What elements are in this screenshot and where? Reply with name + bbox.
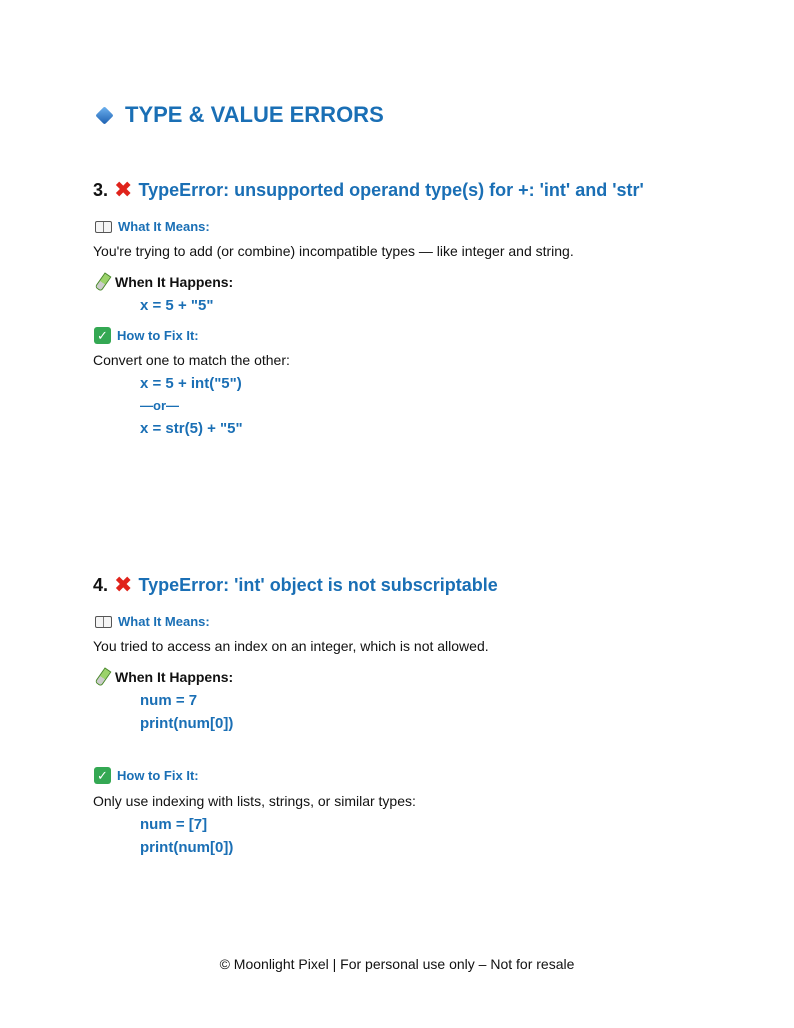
red-cross-icon: ✖ — [114, 572, 133, 597]
what-it-means-text: You're trying to add (or combine) incompatible types — like integer and string. — [93, 243, 574, 259]
section-title-text: TYPE & VALUE ERRORS — [125, 102, 384, 127]
error-3-heading — [93, 179, 644, 201]
section-title — [98, 102, 384, 128]
test-tube-icon — [95, 667, 112, 686]
error-number: 3. — [93, 179, 109, 200]
book-icon — [95, 221, 112, 233]
what-it-means-text: You tried to access an index on an integer, which is not allowed. — [93, 638, 489, 654]
error-number: 4. — [93, 574, 109, 595]
check-mark-icon: ✓ — [94, 767, 111, 784]
what-label-text: What It Means: — [118, 614, 210, 629]
fix-label-text: How to Fix It: — [117, 768, 199, 783]
check-mark-icon: ✓ — [94, 327, 111, 344]
code-line: print(num[0]) — [140, 715, 234, 732]
when-label-text: When It Happens: — [115, 274, 234, 290]
fix-label-text: How to Fix It: — [117, 328, 199, 343]
when-it-happens-label — [95, 668, 233, 686]
how-to-fix-text: Only use indexing with lists, strings, or similar types: — [93, 793, 416, 809]
blue-diamond-icon — [95, 106, 113, 124]
code-line: x = 5 + "5" — [140, 297, 214, 314]
how-to-fix-label — [94, 767, 199, 784]
red-cross-icon: ✖ — [114, 177, 133, 202]
how-to-fix-label — [94, 327, 199, 344]
test-tube-icon — [95, 272, 112, 291]
code-separator: —or— — [140, 398, 179, 413]
code-line: num = [7] — [140, 816, 208, 833]
error-title: TypeError: 'int' object is not subscriptable — [138, 574, 498, 595]
when-it-happens-label — [95, 273, 233, 291]
code-line: num = 7 — [140, 692, 198, 709]
code-line: x = 5 + int("5") — [140, 375, 242, 392]
when-label-text: When It Happens: — [115, 669, 234, 685]
code-line: print(num[0]) — [140, 839, 234, 856]
error-4-heading — [93, 574, 498, 596]
what-it-means-label — [95, 219, 210, 234]
footer-copyright: © Moonlight Pixel | For personal use only – Not for resale — [219, 956, 575, 972]
book-icon — [95, 616, 112, 628]
code-line: x = str(5) + "5" — [140, 420, 243, 437]
how-to-fix-text: Convert one to match the other: — [93, 352, 290, 368]
error-title: TypeError: unsupported operand type(s) for +: 'int' and 'str' — [138, 179, 644, 200]
what-it-means-label — [95, 614, 210, 629]
what-label-text: What It Means: — [118, 219, 210, 234]
